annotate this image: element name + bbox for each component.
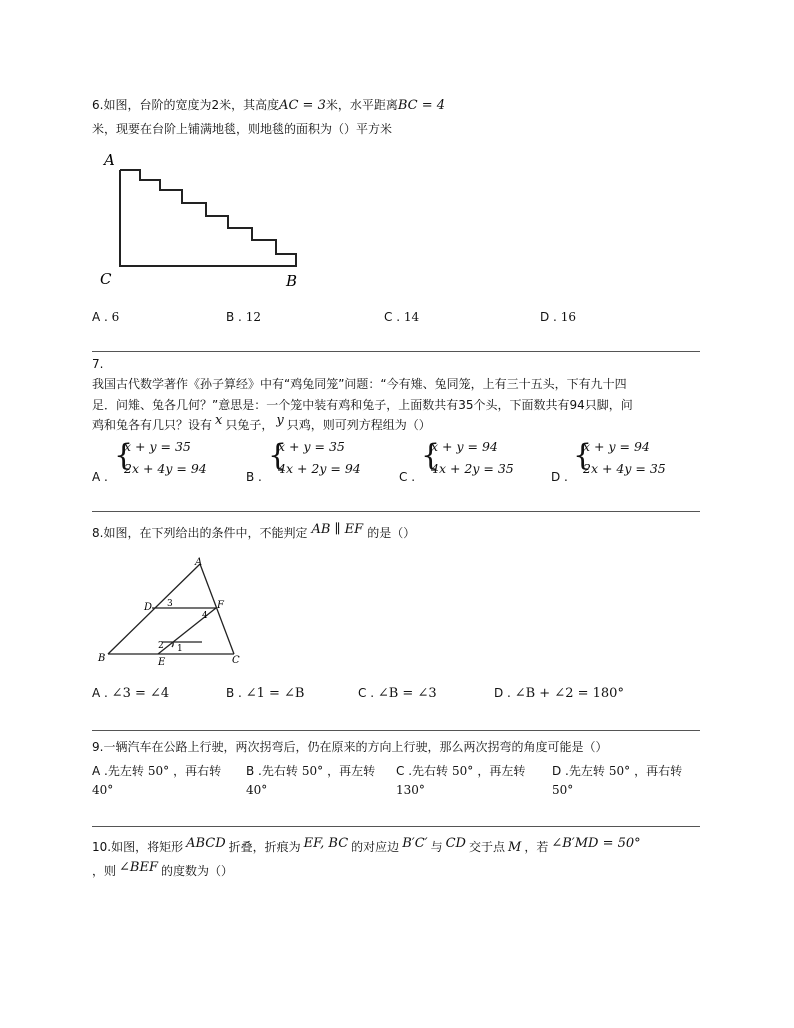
q7-var-x: x [215, 413, 223, 428]
q8-option-c[interactable]: C . ∠B = ∠3 [358, 686, 437, 701]
q7-option-a-letter[interactable]: A . [92, 470, 108, 484]
q9-option-b[interactable]: B .先右转 50° ，再左转 40° [246, 764, 376, 797]
q8-angle-label-2: 2 [158, 641, 164, 651]
q8-option-a[interactable]: A . ∠3 = ∠4 [92, 686, 170, 701]
q6-label-a: A [104, 151, 115, 169]
q10-stem-line1: 10.如图，将矩形 ABCD 折叠，折痕为 EF, BC 的对应边 B′C′ 与 CD 交于点 M ，若 ∠B′MD = 50° [92, 836, 641, 855]
q7-line2: 足．问雉、兔各几何？”意思是：一个笼中装有鸡和兔子，上面数共有35个头，下面数共有94只脚，问 [92, 398, 633, 412]
q8-angle-label-1: 1 [177, 644, 183, 654]
q6-bc-expr: BC = 4 [397, 98, 446, 113]
q8-triangle-figure [92, 556, 252, 668]
q6-stem-line1 [92, 96, 445, 113]
q9-option-a[interactable]: A .先左转 50° ，再右转 40° [92, 764, 222, 797]
q7-option-a-system[interactable]: { x + y = 35 2x + 4y = 94 [114, 438, 207, 476]
q8-label-e: E [158, 657, 166, 668]
q8-option-d[interactable]: D . ∠B + ∠2 = 180° [494, 686, 624, 701]
q8-angle-label-4: 4 [202, 611, 208, 621]
q9-option-d[interactable]: D .先左转 50° ，再右转 50° [552, 764, 683, 797]
q6-text-a: 6.如图，台阶的宽度为2米，其高度 [92, 98, 280, 112]
q6-text-b: 米，水平距离 [325, 98, 398, 112]
q8-side-ab [108, 564, 200, 654]
q8-label-c: C [232, 655, 240, 666]
q6-option-c[interactable]: C . 14 [384, 310, 420, 324]
q8-stem: 8.如图，在下列给出的条件中，不能判定 AB ∥ EF 的是（） [92, 522, 416, 540]
q6-option-a[interactable]: A . 6 [92, 310, 120, 324]
q9-option-c[interactable]: C .先右转 50° ，再左转 130° [396, 764, 526, 797]
q6-option-d[interactable]: D . 16 [540, 310, 576, 324]
q8-label-d: D [144, 602, 153, 613]
q8-label-a: A [195, 557, 203, 568]
q6-label-b: B [286, 272, 298, 290]
divider [92, 511, 700, 512]
q8-label-b: B [98, 653, 106, 664]
divider [92, 730, 700, 731]
q7-var-y: y [276, 413, 284, 428]
q8-expr: AB ∥ EF [311, 522, 364, 537]
q6-stem-line2: 米，现要在台阶上铺满地毯，则地毯的面积为（）平方米 [92, 122, 393, 136]
q7-line1: 我国古代数学著作《孙子算经》中有“鸡兔同笼”问题：“今有雉、兔同笼，上有三十五头，下有九十四 [92, 377, 627, 391]
q6-staircase-figure [100, 148, 310, 290]
q8-option-b[interactable]: B . ∠1 = ∠B [226, 686, 305, 701]
q6-ac-expr: AC = 3 [279, 98, 326, 113]
q6-label-c: C [100, 270, 112, 288]
q7-option-c-system[interactable]: { x + y = 94 4x + 2y = 35 [421, 438, 514, 476]
q7-option-c-letter[interactable]: C . [399, 470, 416, 484]
q6-staircase-outline [120, 170, 296, 266]
q7-number: 7. [92, 357, 104, 371]
q9-stem: 9.一辆汽车在公路上行驶，两次拐弯后，仍在原来的方向上行驶，那么两次拐弯的角度可能是（） [92, 740, 608, 754]
q10-stem-line2: ，则 ∠BEF 的度数为（） [92, 860, 233, 878]
q8-angle-label-3: 3 [167, 599, 173, 609]
q8-label-f: F [217, 600, 224, 611]
q7-option-b-letter[interactable]: B . [246, 470, 262, 484]
q7-line3: 鸡和兔各有几只？设有 x 只兔子， y 只鸡，则可列方程组为（） [92, 413, 431, 432]
q7-option-b-system[interactable]: { x + y = 35 4x + 2y = 94 [268, 438, 361, 476]
divider [92, 351, 700, 352]
q7-option-d-letter[interactable]: D . [551, 470, 568, 484]
divider [92, 826, 700, 827]
q7-option-d-system[interactable]: { x + y = 94 2x + 4y = 35 [573, 438, 666, 476]
q6-option-b[interactable]: B . 12 [226, 310, 261, 324]
